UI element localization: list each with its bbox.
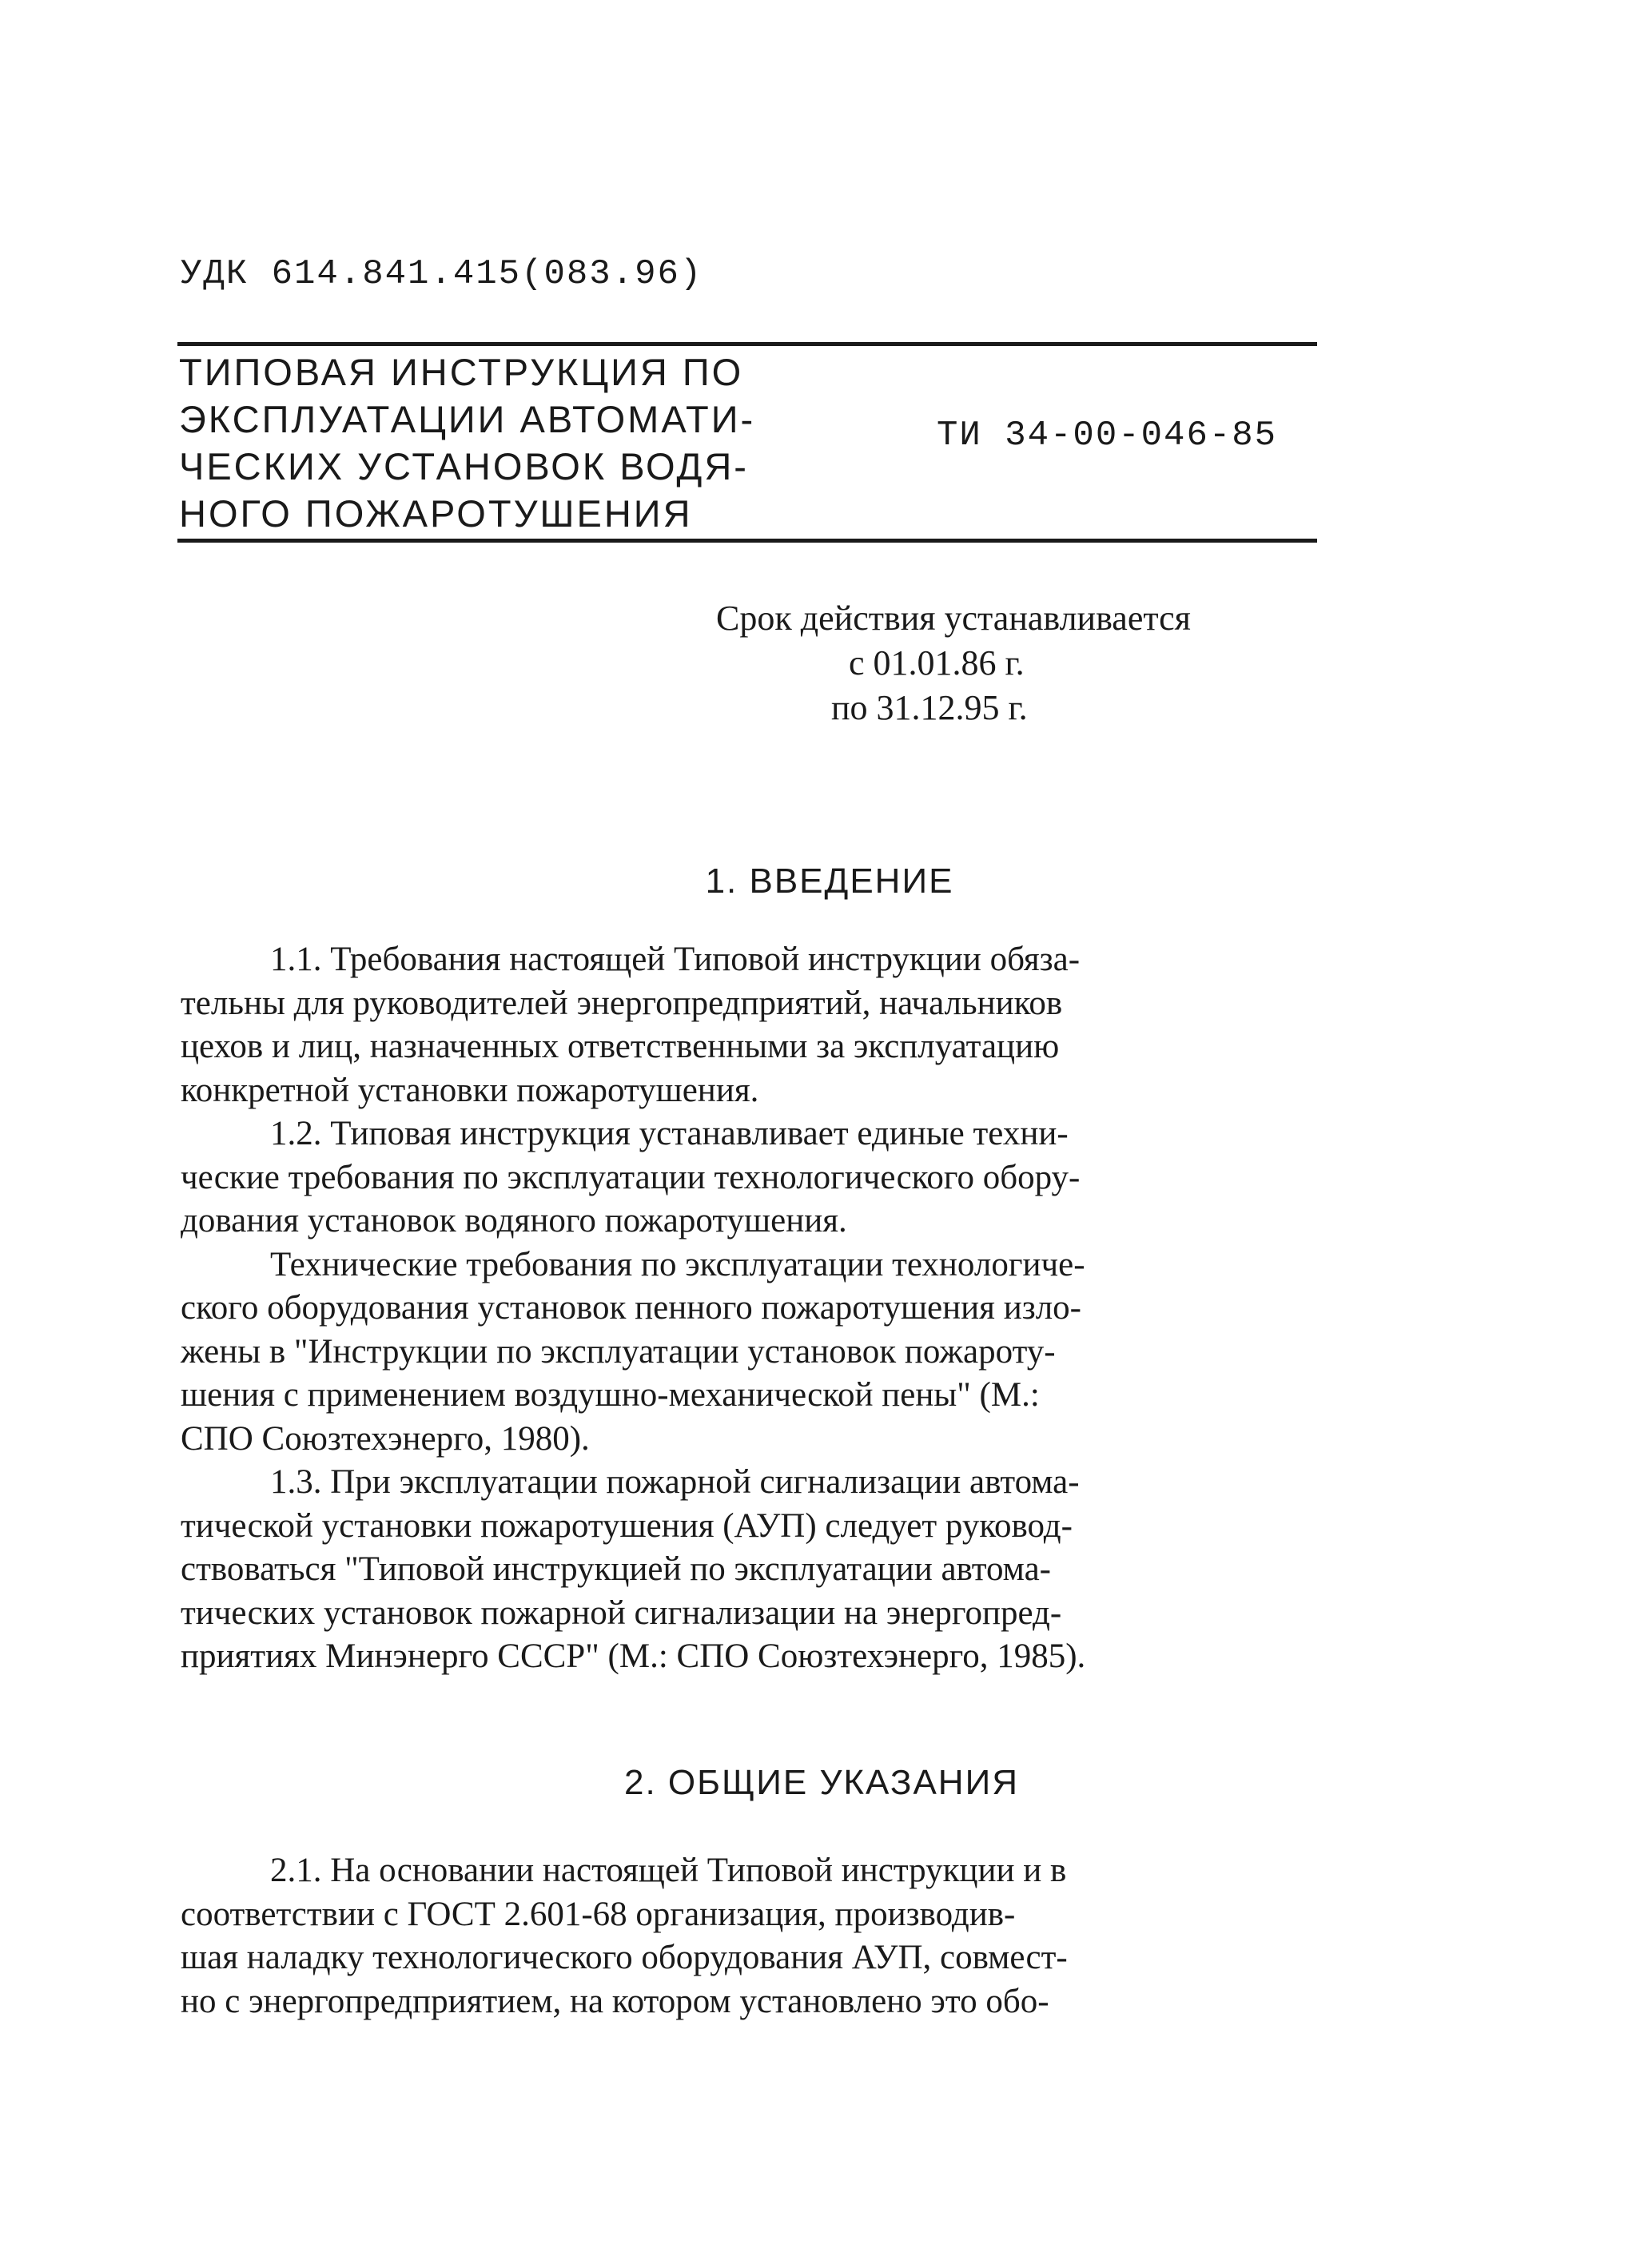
section-body-introduction [181,938,1395,1679]
paragraph-line: шения с применением воздушно-механической пены" (М.: [181,1376,1040,1414]
paragraph-line: тельны для руководителей энергопредприятий, начальников [181,984,1063,1022]
title-line: ЧЕСКИХ УСТАНОВОК ВОДЯ- [179,445,749,487]
document-title [179,348,866,537]
title-line: ЭКСПЛУАТАЦИИ АВТОМАТИ- [179,398,756,440]
paragraph-line: тической установки пожаротушения (АУП) следует руковод- [181,1506,1073,1545]
title-line: НОГО ПОЖАРОТУШЕНИЯ [179,492,693,535]
section-body-general [181,1849,1395,2023]
section-heading-general: 2. ОБЩИЕ УКАЗАНИЯ [623,1763,1019,1802]
paragraph-line: шая наладку технологического оборудования АУП, совмест- [181,1939,1068,1976]
title-top-rule [177,342,1317,346]
validity-end: по 31.12.95 г. [831,688,1028,727]
paragraph-line: ствоваться "Типовой инструкцией по эксплуатации автома- [181,1550,1052,1588]
paragraph-line: но с энергопредприятием, на котором установлено это обо- [181,1982,1049,2020]
paragraph-line: тических установок пожарной сигнализации на энергопред- [181,1594,1062,1632]
title-line: ТИПОВАЯ ИНСТРУКЦИЯ ПО [179,351,744,393]
paragraph-line: 1.1. Требования настоящей Типовой инструкции обяза- [270,941,1081,978]
document-code: ТИ 34-00-046-85 [937,416,1278,456]
paragraph-line: СПО Союзтехэнерго, 1980). [181,1419,590,1458]
paragraph-line: конкретной установки пожаротушения. [181,1071,759,1109]
section-heading-introduction: 1. ВВЕДЕНИЕ [705,861,954,901]
paragraph-line: ческие требования по эксплуатации технологического обору- [181,1158,1081,1196]
udk-code: УДК 614.841.415(083.96) [181,254,703,294]
paragraph-line: 1.3. При эксплуатации пожарной сигнализации автома- [270,1463,1080,1501]
validity-period [716,596,1355,730]
paragraph-line: жены в "Инструкции по эксплуатации установок пожароту- [181,1332,1056,1371]
paragraph-line: цехов и лиц, назначенных ответственными за эксплуатацию [181,1028,1060,1065]
paragraph-line: 1.2. Типовая инструкция устанавливает единые техни- [270,1115,1069,1152]
validity-label: Срок действия устанавливается [716,599,1191,638]
paragraph-line: ского оборудования установок пенного пожаротушения изло- [181,1289,1081,1327]
paragraph-line: соответствии с ГОСТ 2.601-68 организация, производив- [181,1895,1016,1933]
paragraph-line: приятиях Минэнерго СССР" (М.: СПО Союзтехэнерго, 1985). [181,1637,1086,1675]
paragraph-line: дования установок водяного пожаротушения. [181,1202,847,1239]
title-bottom-rule [177,539,1317,543]
paragraph-line: Технические требования по эксплуатации технологиче- [270,1245,1085,1283]
validity-start: с 01.01.86 г. [849,643,1025,682]
paragraph-line: 2.1. На основании настоящей Типовой инструкции и в [270,1852,1067,1889]
